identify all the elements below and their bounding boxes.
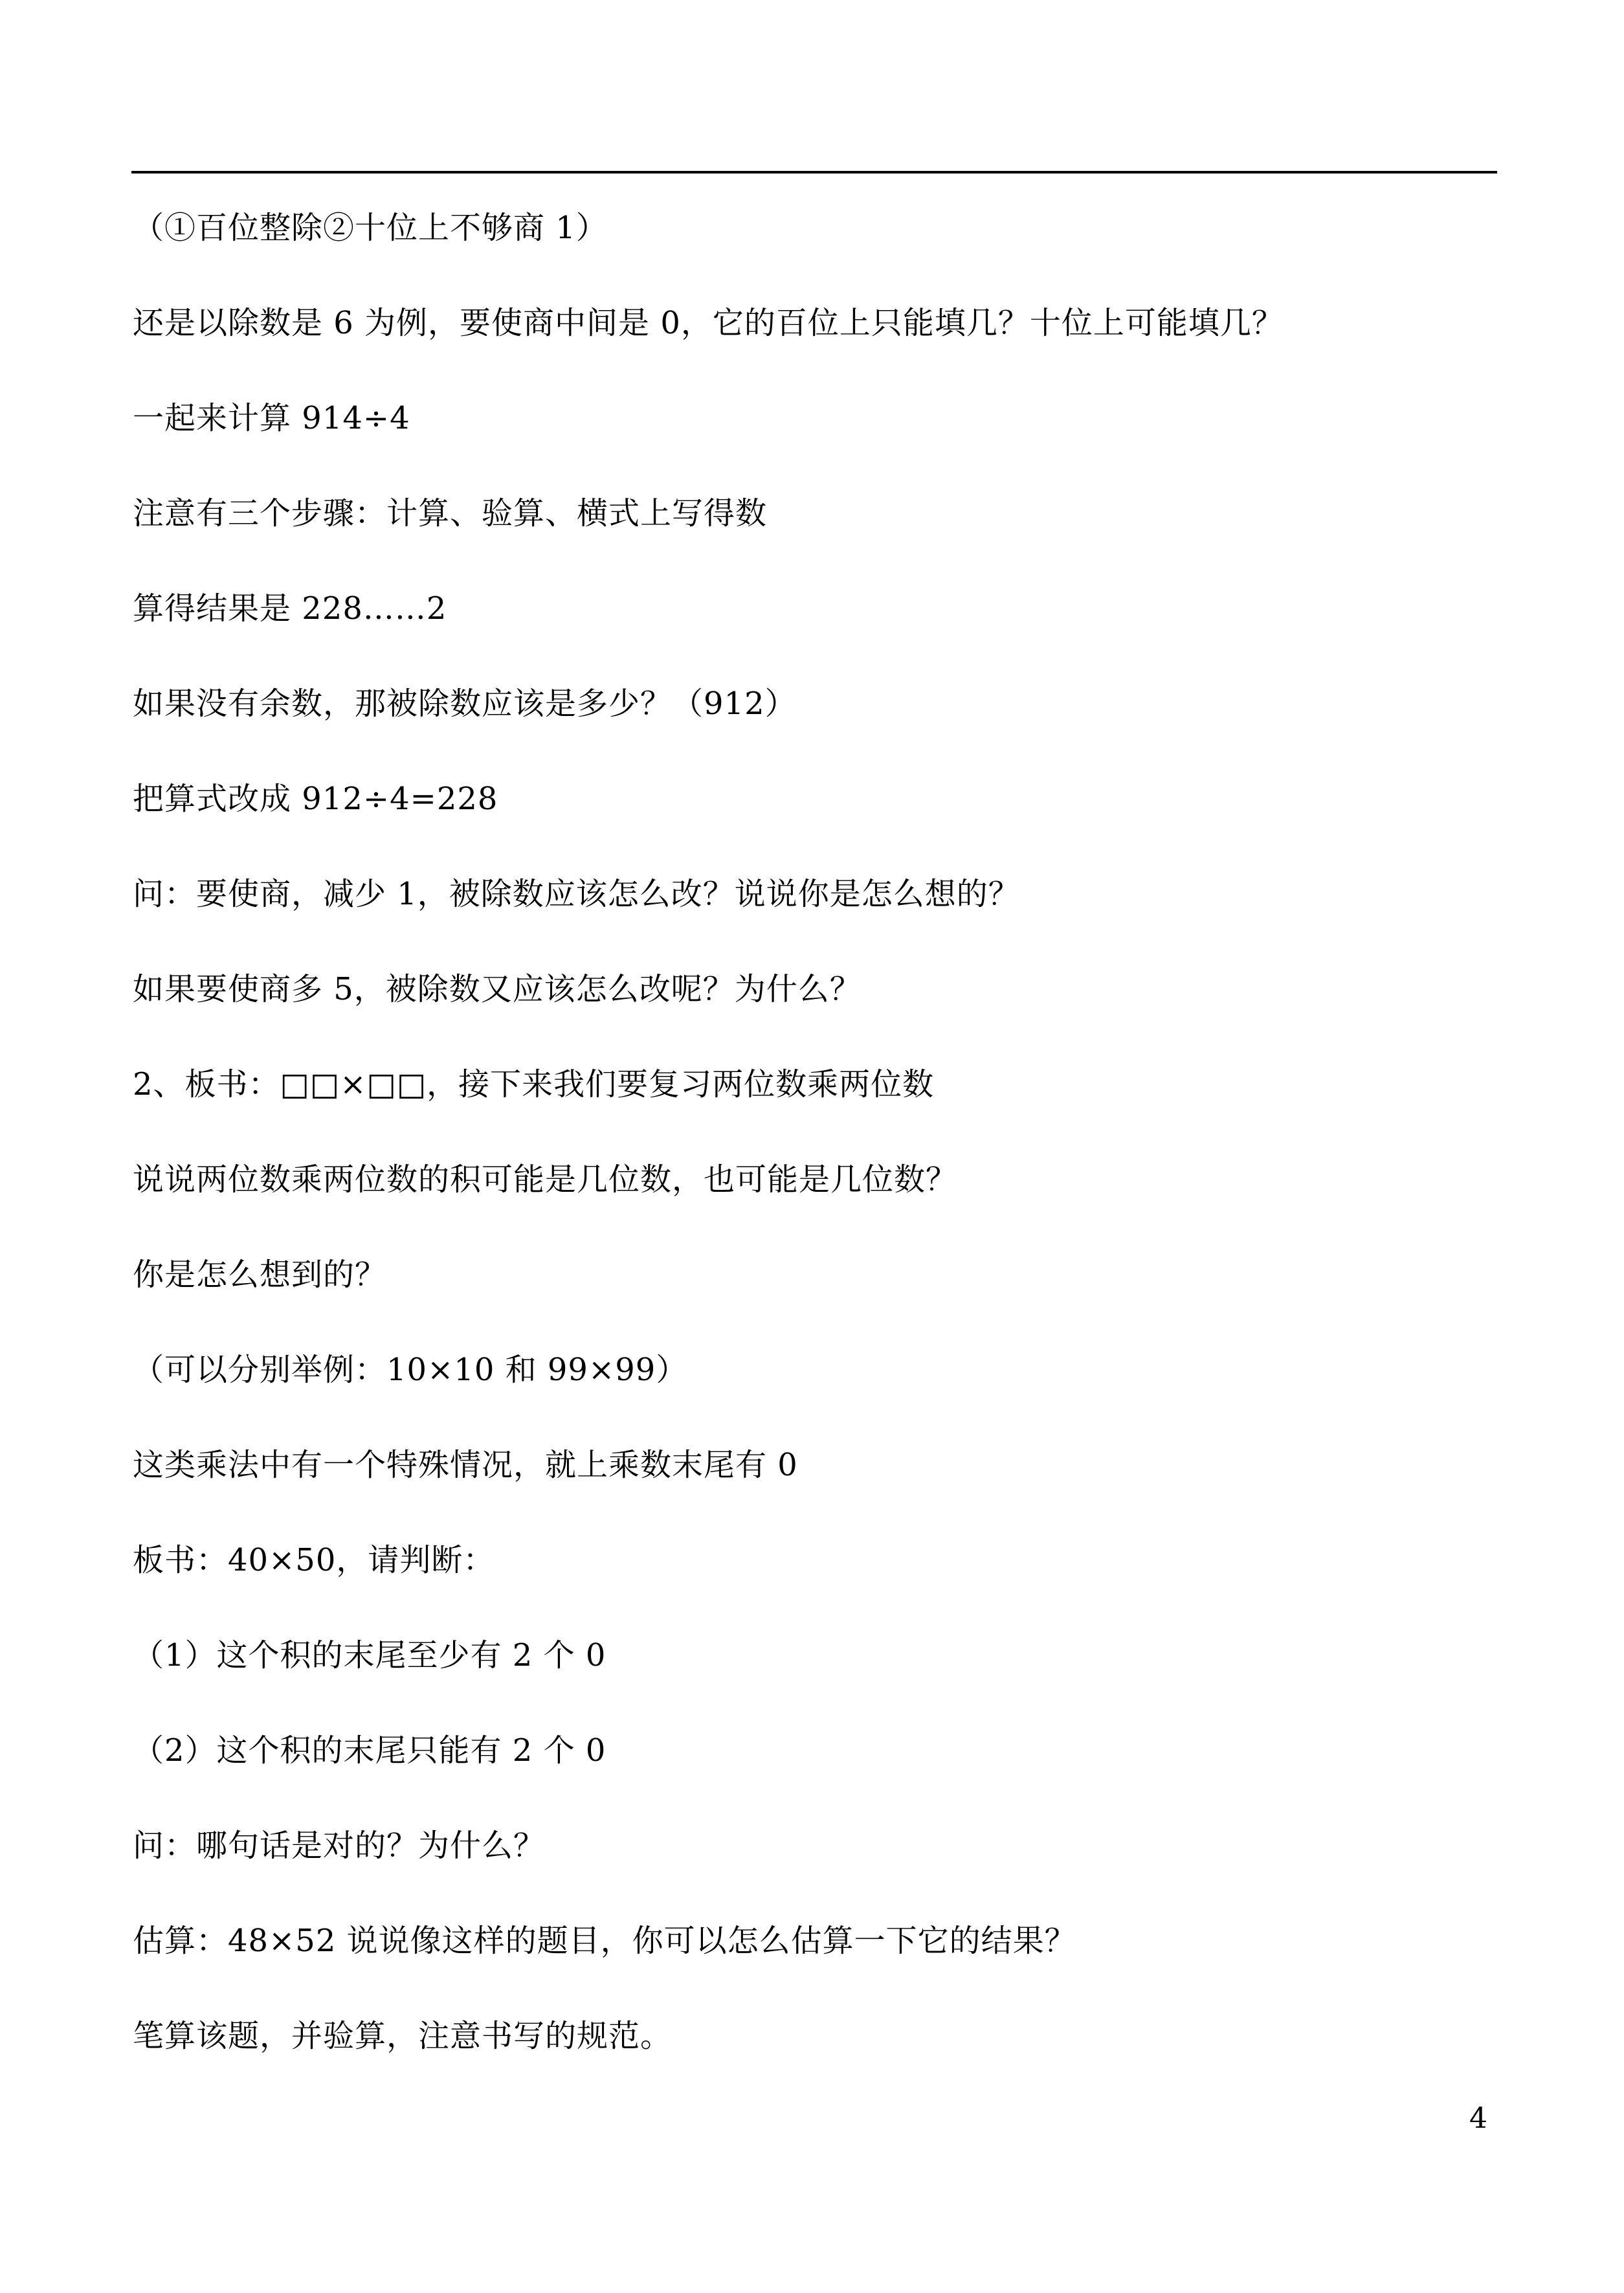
text-line: 还是以除数是 6 为例，要使商中间是 0，它的百位上只能填几？十位上可能填几？ <box>133 305 1284 341</box>
text-line: 把算式改成 912÷4=228 <box>133 781 498 817</box>
text-line: 估算：48×52 说说像这样的题目，你可以怎么估算一下它的结果？ <box>133 1923 1076 1959</box>
text-line: （1）这个积的末尾至少有 2 个 0 <box>133 1637 606 1673</box>
text-line: 一起来计算 914÷4 <box>133 400 410 436</box>
text-line: 问：哪句话是对的？为什么？ <box>133 1828 546 1864</box>
text-line: 如果要使商多 5，被除数又应该怎么改呢？为什么？ <box>133 971 862 1007</box>
text-line: 说说两位数乘两位数的积可能是几位数，也可能是几位数？ <box>133 1161 958 1198</box>
text-line: 2、板书：□□×□□，接下来我们要复习两位数乘两位数 <box>133 1066 935 1102</box>
text-line: 如果没有余数，那被除数应该是多少？（912） <box>133 686 797 722</box>
text-line: 板书：40×50，请判断： <box>133 1542 495 1578</box>
text-line: （可以分别举例：10×10 和 99×99） <box>133 1352 688 1388</box>
page-number: 4 <box>1469 2102 1487 2135</box>
text-line: 注意有三个步骤：计算、验算、横式上写得数 <box>133 495 768 531</box>
text-line: 这类乘法中有一个特殊情况，就上乘数末尾有 0 <box>133 1447 798 1483</box>
text-line: 你是怎么想到的？ <box>133 1257 387 1293</box>
text-line: （①百位整除②十位上不够商 1） <box>133 210 608 246</box>
document-body <box>133 208 1492 2112</box>
text-line: （2）这个积的末尾只能有 2 个 0 <box>133 1732 606 1769</box>
text-line: 笔算该题，并验算，注意书写的规范。 <box>133 2018 673 2054</box>
header-rule <box>131 171 1497 173</box>
text-line: 算得结果是 228……2 <box>133 590 447 627</box>
text-line: 问：要使商，减少 1，被除数应该怎么改？说说你是怎么想的？ <box>133 876 1020 912</box>
